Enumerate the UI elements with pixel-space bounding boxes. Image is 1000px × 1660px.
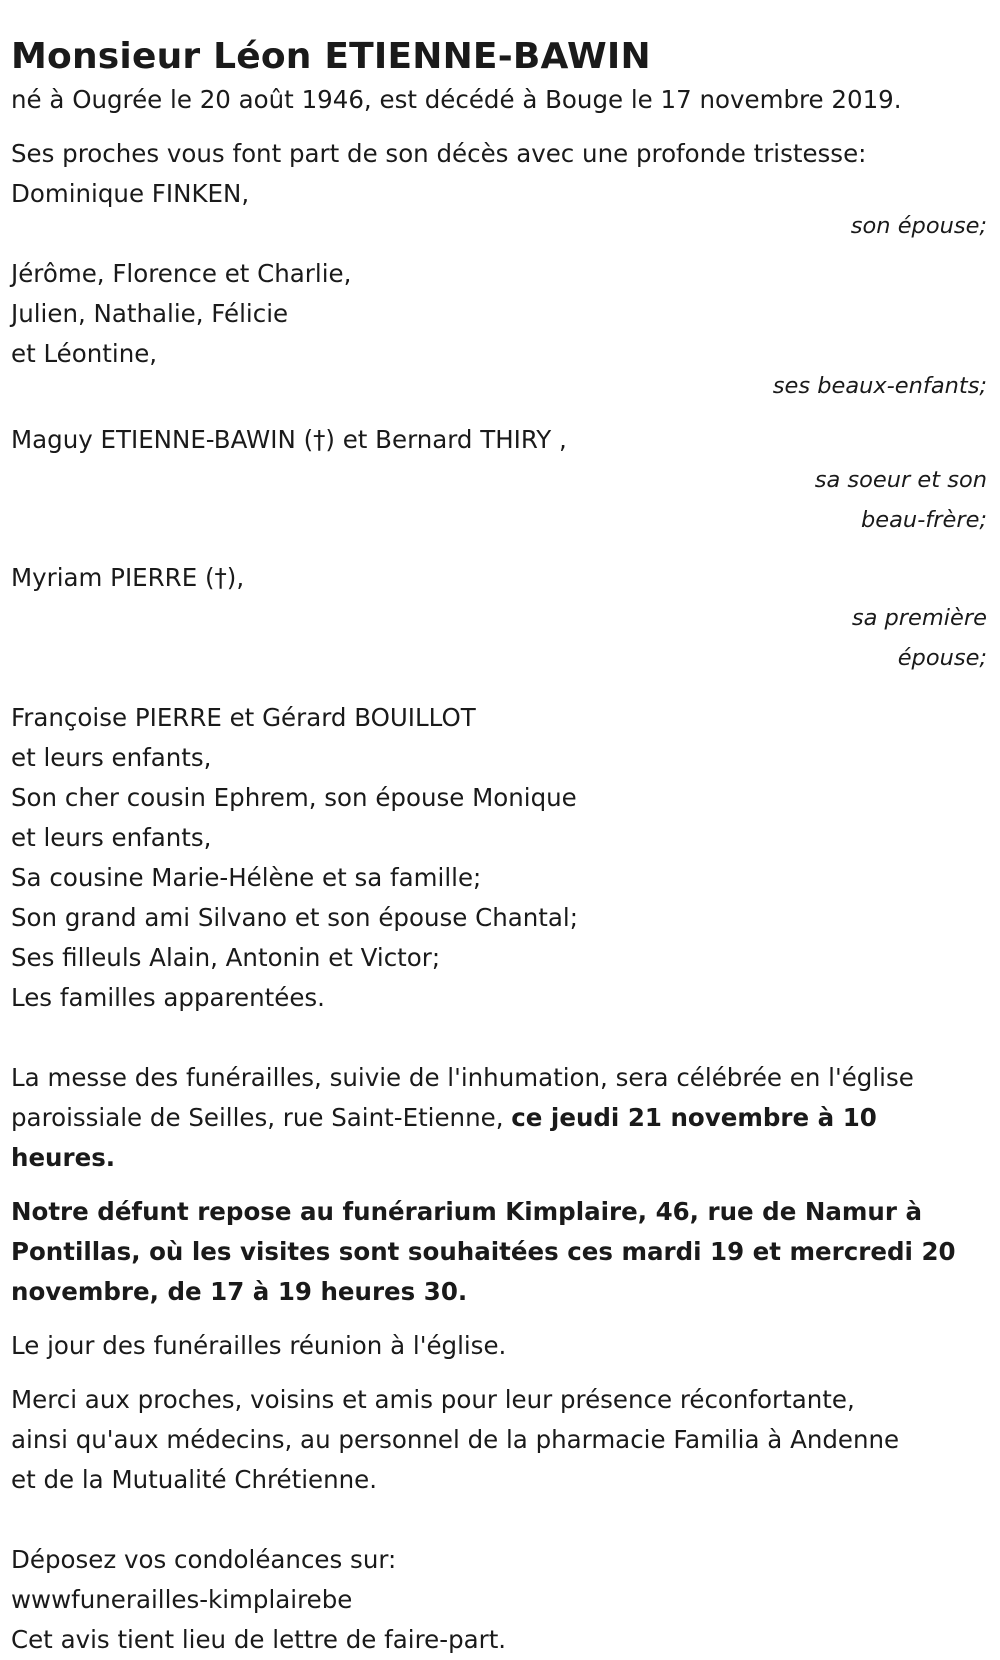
mass-time: heures. [11, 1143, 116, 1172]
stepchildren-role: ses beaux-enfants; [772, 373, 987, 399]
meeting-line: Le jour des funérailles réunion à l'église. [11, 1331, 507, 1360]
mass-location: paroissiale de Seilles, rue Saint-Etienne, [11, 1103, 512, 1132]
condolences-label: Déposez vos condoléances sur: [11, 1545, 397, 1574]
family-line: Son cher cousin Ephrem, son épouse Monique [11, 783, 577, 812]
stepchildren-line-3: et Léontine, [11, 339, 158, 368]
family-line: Ses filleuls Alain, Antonin et Victor; [11, 943, 441, 972]
intro-line: Ses proches vous font part de son décès avec une profonde tristesse: [11, 139, 867, 168]
mass-line-2 [11, 1098, 987, 1138]
rest-line [11, 1192, 987, 1232]
family-line: et leurs enfants, [11, 823, 212, 852]
mass-line-1: La messe des funérailles, suivie de l'inhumation, sera célébrée en l'église [11, 1063, 914, 1092]
thanks-line: et de la Mutualité Chrétienne. [11, 1465, 378, 1494]
spouse-role: son épouse; [850, 213, 987, 239]
rest-line [11, 1272, 987, 1312]
rest-line-text: Pontillas, où les visites sont souhaitées ces mardi 19 et mercredi 20 [11, 1237, 956, 1266]
mass-line-3 [11, 1138, 987, 1178]
family-line: Sa cousine Marie-Hélène et sa famille; [11, 863, 482, 892]
deceased-name: Monsieur Léon ETIENNE-BAWIN [11, 36, 651, 77]
thanks-line: Merci aux proches, voisins et amis pour leur présence réconfortante, [11, 1385, 855, 1414]
stepchildren-line-1: Jérôme, Florence et Charlie, [11, 259, 352, 288]
mass-date: ce jeudi 21 novembre à 10 [511, 1103, 877, 1132]
first-wife-role-line-2: épouse; [897, 645, 987, 671]
sister-role-line-1: sa soeur et son [814, 467, 987, 493]
family-line: Les familles apparentées. [11, 983, 325, 1012]
rest-line-text: novembre, de 17 à 19 heures 30. [11, 1277, 468, 1306]
family-line: Françoise PIERRE et Gérard BOUILLOT [11, 703, 476, 732]
stepchildren-line-2: Julien, Nathalie, Félicie [11, 299, 289, 328]
spouse-name: Dominique FINKEN, [11, 179, 250, 208]
sister-line: Maguy ETIENNE-BAWIN (†) et Bernard THIRY , [11, 425, 567, 454]
footer-note: Cet avis tient lieu de lettre de faire-part. [11, 1625, 507, 1654]
family-line: et leurs enfants, [11, 743, 212, 772]
family-line: Son grand ami Silvano et son épouse Chantal; [11, 903, 578, 932]
rest-line [11, 1232, 987, 1272]
thanks-line: ainsi qu'aux médecins, au personnel de la pharmacie Familia à Andenne [11, 1425, 900, 1454]
first-wife-line: Myriam PIERRE (†), [11, 563, 245, 592]
website-link[interactable]: wwwfunerailles-kimplairebe [11, 1585, 353, 1614]
birth-death-line: né à Ougrée le 20 août 1946, est décédé à Bouge le 17 novembre 2019. [11, 85, 902, 114]
first-wife-role-line-1: sa première [851, 605, 987, 631]
sister-role-line-2: beau-frère; [861, 507, 987, 533]
rest-line-text: Notre défunt repose au funérarium Kimplaire, 46, rue de Namur à [11, 1197, 923, 1226]
